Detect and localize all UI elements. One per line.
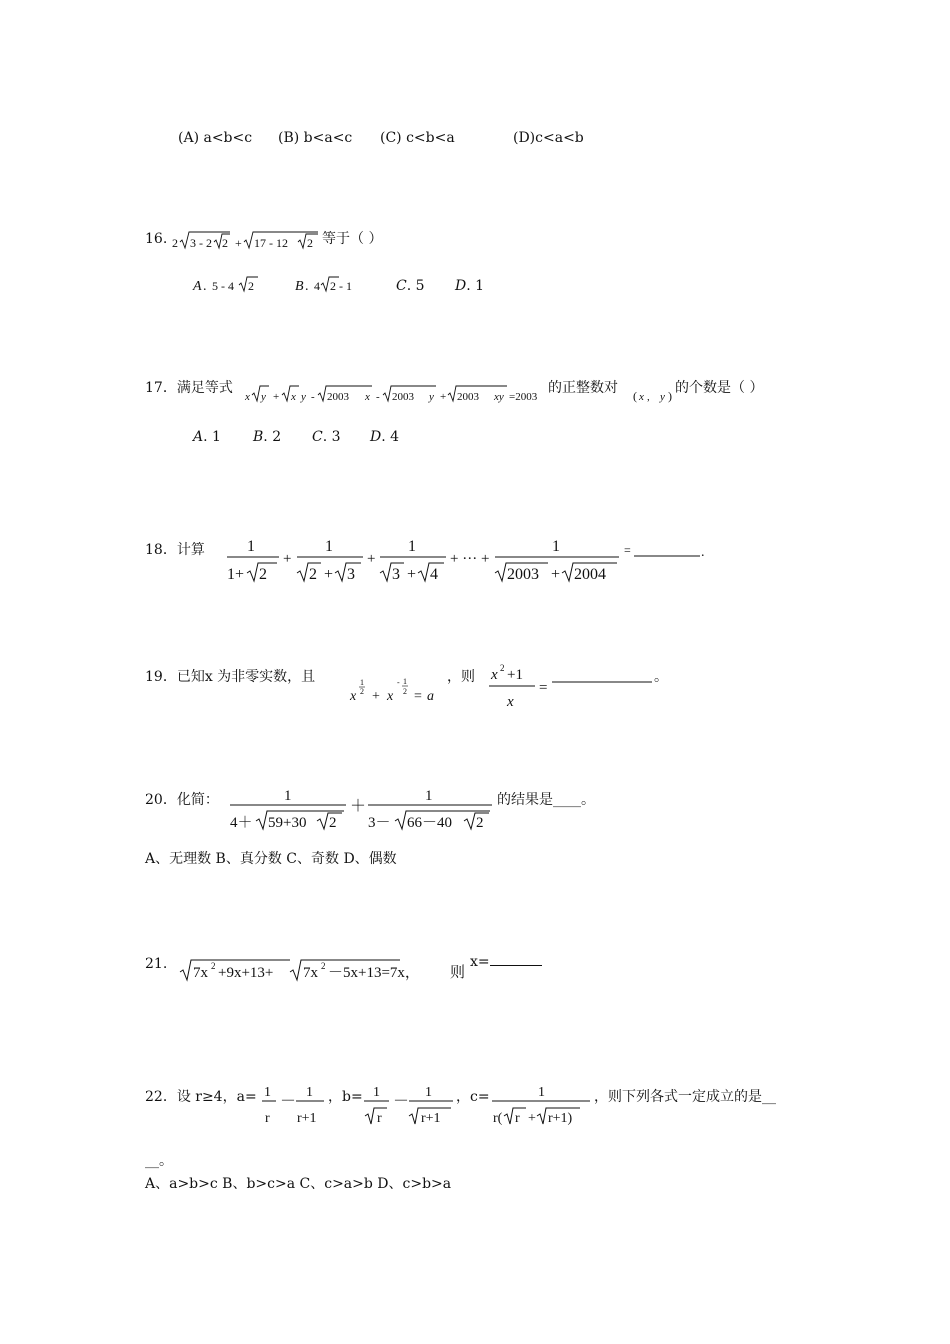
svg-text:y: y xyxy=(261,391,266,403)
q17-option-a: A. 1 xyxy=(193,429,221,445)
svg-text:xy: xy xyxy=(494,391,504,403)
svg-text:2: 2 xyxy=(500,663,505,673)
svg-text:,: , xyxy=(647,391,650,403)
svg-text:1: 1 xyxy=(408,538,416,555)
q20-number: 20．化简： xyxy=(145,792,219,808)
svg-text:y: y xyxy=(301,391,306,403)
svg-text:2: 2 xyxy=(321,961,326,971)
svg-text:－5x+13=7x，: －5x+13=7x， xyxy=(328,965,420,981)
svg-text:x: x xyxy=(491,667,498,683)
q16-option-b xyxy=(295,273,365,297)
svg-text:2 - 1: 2 - 1 xyxy=(330,279,352,293)
svg-text:2003: 2003 xyxy=(327,391,349,403)
q17-expression xyxy=(245,381,545,407)
svg-text:1: 1 xyxy=(325,538,333,555)
svg-text:(: ( xyxy=(633,389,637,403)
q16-option-a xyxy=(193,273,263,297)
q22-b-label: ，b= xyxy=(328,1089,363,1105)
svg-text:+: + xyxy=(440,391,447,403)
q21-suffix: x= xyxy=(470,954,490,970)
svg-text:7x: 7x xyxy=(303,965,318,981)
svg-text:1: 1 xyxy=(373,1085,380,1100)
svg-text:5 - 4: 5 - 4 xyxy=(212,279,234,293)
svg-text:＋: ＋ xyxy=(350,798,367,815)
svg-text:+: + xyxy=(235,236,242,250)
svg-text:2: 2 xyxy=(329,815,337,831)
svg-text:2: 2 xyxy=(172,236,178,250)
svg-text:x: x xyxy=(365,391,370,403)
svg-text:r: r xyxy=(515,1111,520,1126)
svg-text:x: x xyxy=(245,391,250,403)
svg-text:+: + xyxy=(324,566,334,583)
svg-text:1: 1 xyxy=(284,788,292,804)
q19-mid-text: ，则 xyxy=(447,669,475,685)
q19-expression xyxy=(487,660,657,712)
q15-option-a: (A) a<b<c xyxy=(178,130,253,146)
svg-text:r+1): r+1) xyxy=(548,1111,573,1126)
svg-text:+: + xyxy=(372,689,380,704)
q17-number: 17．满足等式 xyxy=(145,380,233,396)
svg-text:B: B xyxy=(295,279,304,294)
svg-text:2: 2 xyxy=(259,566,267,583)
q22-options: A、a>b>c B、b>c>a C、c>a>b D、c>b>a xyxy=(145,1176,452,1192)
svg-text:－: － xyxy=(280,1093,297,1110)
svg-text:y: y xyxy=(429,391,434,403)
svg-text:59+30: 59+30 xyxy=(268,815,307,831)
svg-text:3－: 3－ xyxy=(368,815,391,831)
svg-text:4: 4 xyxy=(314,279,320,293)
svg-text:2: 2 xyxy=(476,815,484,831)
svg-text:7x: 7x xyxy=(193,965,208,981)
q19-number: 19．已知x 为非零实数，且 xyxy=(145,669,316,685)
svg-text:x: x xyxy=(350,689,357,704)
q17-option-c: C. 3 xyxy=(312,429,341,445)
q16-option-c: C. 5 xyxy=(396,278,425,294)
svg-text:+: + xyxy=(551,566,561,583)
svg-text:2003: 2003 xyxy=(507,566,539,583)
svg-text:1: 1 xyxy=(425,788,433,804)
svg-text:y: y xyxy=(660,391,665,403)
q19-condition xyxy=(348,677,448,709)
q18-number: 18．计算 xyxy=(145,542,205,558)
svg-text:=: = xyxy=(539,680,548,696)
q17-mid-text: 的正整数对 xyxy=(548,380,618,396)
svg-text:1+: 1+ xyxy=(227,566,245,583)
svg-text:2: 2 xyxy=(309,566,317,583)
svg-text:3 - 2: 3 - 2 xyxy=(190,236,212,250)
svg-text:r: r xyxy=(377,1111,382,1126)
q21-expression xyxy=(178,952,474,986)
q20-options: A、无理数 B、真分数 C、奇数 D、偶数 xyxy=(145,851,397,867)
svg-text:1: 1 xyxy=(247,538,255,555)
svg-text:+: + xyxy=(407,566,417,583)
svg-text:1: 1 xyxy=(306,1085,313,1100)
svg-text:2: 2 xyxy=(222,236,228,250)
svg-text:66－40: 66－40 xyxy=(407,815,453,831)
svg-text:r(: r( xyxy=(493,1111,503,1126)
svg-text:+: + xyxy=(273,391,280,403)
svg-text:r: r xyxy=(265,1111,270,1126)
q19-suffix: 。 xyxy=(654,669,668,685)
svg-text:1: 1 xyxy=(264,1085,271,1100)
q22-a-expression xyxy=(258,1078,330,1130)
q22-continuation: __。 xyxy=(145,1153,173,1169)
svg-text:2: 2 xyxy=(211,961,216,971)
svg-text:2: 2 xyxy=(403,687,407,696)
svg-text:x: x xyxy=(387,689,394,704)
svg-text:r+1: r+1 xyxy=(297,1111,317,1126)
svg-text:1: 1 xyxy=(552,538,560,555)
svg-text:.: . xyxy=(305,279,309,294)
svg-text:3: 3 xyxy=(347,566,355,583)
svg-text:-: - xyxy=(376,391,380,403)
q18-expression xyxy=(225,533,705,587)
q15-option-b: (B) b<a<c xyxy=(278,130,353,146)
q22-c-label: ，c= xyxy=(456,1089,490,1105)
svg-text:=: = xyxy=(414,689,422,704)
svg-text:.: . xyxy=(701,545,705,560)
svg-text:－: － xyxy=(393,1093,410,1110)
q16-expression xyxy=(172,226,320,256)
svg-text:2003: 2003 xyxy=(457,391,479,403)
svg-text:-: - xyxy=(397,678,400,687)
svg-text:2: 2 xyxy=(360,687,364,696)
svg-text:+ ··· +: + ··· + xyxy=(450,551,490,567)
svg-text:+1: +1 xyxy=(507,667,523,683)
q16-number: 16. xyxy=(145,231,168,247)
svg-text:1: 1 xyxy=(360,678,364,687)
q16-option-d: D. 1 xyxy=(455,278,485,294)
svg-text:a: a xyxy=(427,689,434,704)
q17-pair xyxy=(633,385,675,407)
svg-text:2: 2 xyxy=(248,279,254,293)
svg-text:2003: 2003 xyxy=(392,391,414,403)
q21-number: 21. xyxy=(145,956,168,972)
svg-text:r+1: r+1 xyxy=(421,1111,441,1126)
q22-number: 22．设 r≥4，a= xyxy=(145,1089,257,1105)
svg-text:4: 4 xyxy=(430,566,438,583)
svg-text:则: 则 xyxy=(450,965,466,981)
svg-text:x: x xyxy=(291,391,296,403)
q20-expression xyxy=(228,783,496,835)
q22-c-expression xyxy=(490,1078,594,1130)
svg-text:=: = xyxy=(624,543,631,557)
svg-text:1: 1 xyxy=(425,1085,432,1100)
svg-text:2: 2 xyxy=(307,236,313,250)
q17-option-d: D. 4 xyxy=(370,429,400,445)
q22-stem-suffix: ，则下列各式一定成立的是__ xyxy=(594,1089,776,1105)
q15-option-d: (D)c<a<b xyxy=(513,130,584,146)
q20-stem-suffix: 的结果是____。 xyxy=(497,792,595,808)
svg-text:x: x xyxy=(507,694,514,710)
svg-text:+9x+13+: +9x+13+ xyxy=(218,965,274,981)
svg-text:+: + xyxy=(283,551,292,567)
svg-text:1: 1 xyxy=(403,677,407,686)
svg-text:+: + xyxy=(367,551,376,567)
svg-text:17 - 12: 17 - 12 xyxy=(254,236,288,250)
svg-text:.: . xyxy=(203,279,207,294)
svg-text:): ) xyxy=(668,389,672,403)
svg-text:x: x xyxy=(639,391,644,403)
svg-text:=2003: =2003 xyxy=(509,391,538,403)
svg-text:1: 1 xyxy=(538,1085,545,1100)
q22-b-expression xyxy=(361,1078,456,1130)
svg-text:+: + xyxy=(528,1111,536,1126)
svg-text:4＋: 4＋ xyxy=(230,815,253,831)
svg-text:A: A xyxy=(193,279,202,294)
svg-text:2004: 2004 xyxy=(574,566,606,583)
svg-text:3: 3 xyxy=(392,566,400,583)
q21-answer xyxy=(470,953,542,971)
q15-option-c: (C) c<b<a xyxy=(380,130,455,146)
q17-stem-suffix: 的个数是（ ） xyxy=(675,380,764,396)
svg-text:-: - xyxy=(311,391,315,403)
q16-stem-suffix: 等于（ ） xyxy=(322,231,383,247)
q21-answer-blank[interactable] xyxy=(490,965,542,966)
q17-option-b: B. 2 xyxy=(253,429,282,445)
